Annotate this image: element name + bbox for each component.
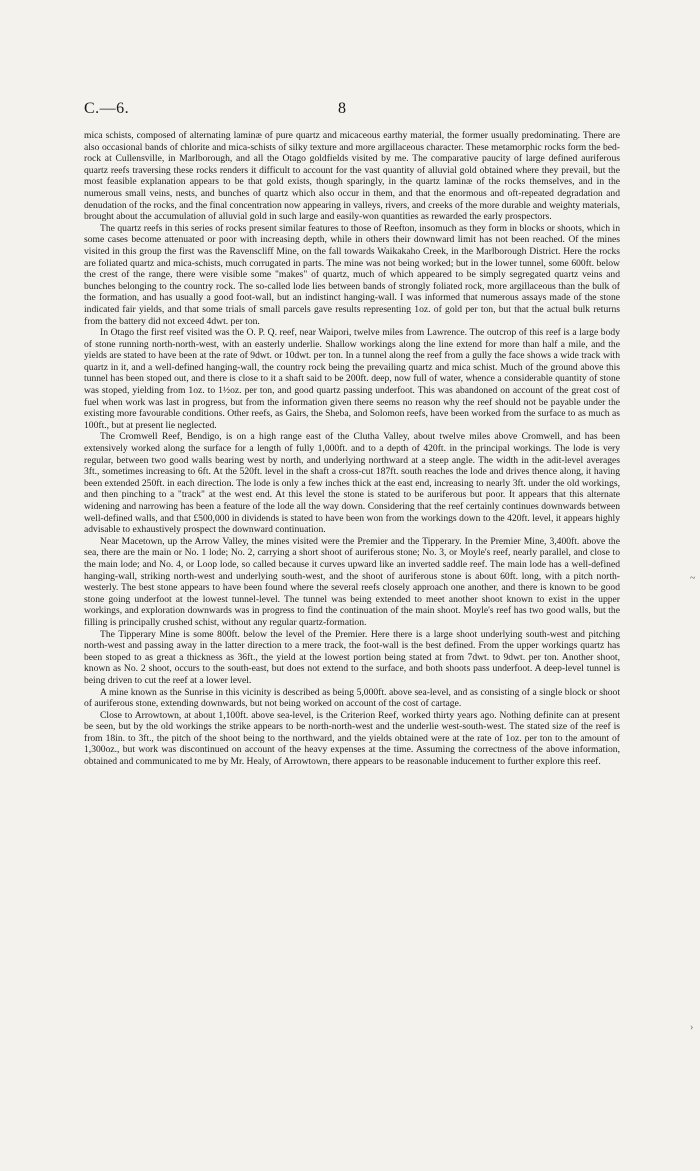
margin-mark: ~ bbox=[690, 573, 696, 584]
page-header bbox=[84, 100, 616, 124]
paragraph-5: Near Macetown, up the Arrow Valley, the mines visited were the Premier and the Tipperary. In the Premier Mine, 3,400ft. above the sea, there are the main or No. 1 lode; No. 2, carrying a short shoot of auriferous stone; No. 3, or Moyle's reef, nearly parallel, and close to the main lode; and No. 4, or Loop lode, so called because it curves upward like an inverted saddle reef. The main lode has a well-defined hanging-wall, striking north-west and underlying south-west, and the shoot of auriferous stone is about 60ft. long, with a pitch north-westerly. The best stone appears to have been found where the several reefs closely approach one another, and there is known to be good stone going underfoot at the lowest tunnel-level. The tunnel was being extended to meet another shoot known to exist in the upper workings, and exploration downwards was in progress to find the continuation of the main shoot. Moyle's reef has two good walls, but the filling is principally crushed schist, without any regular quartz-formation. bbox=[84, 535, 620, 628]
document-reference: C.—6. bbox=[84, 100, 130, 117]
paragraph-4: The Cromwell Reef, Bendigo, is on a high range east of the Clutha Valley, about twelve miles above Cromwell, and has been extensively worked along the surface for a length of fully 1,000ft. and to a depth of 420ft. in the principal workings. The lode is very regular, between two good walls bearing west by north, and underlying northward at a steep angle. The width in the adit-level averages 3ft., sometimes increasing to 6ft. At the 520ft. level in the shaft a cross-cut 187ft. south reaches the lode and drives thence along, it having been extended 250ft. in each direction. The lode is only a few inches thick at the east end, increasing to nearly 3ft. under the old workings, and then pinching to a "track" at the west end. At this level the stone is stated to be auriferous but poor. It appears that this alternate widening and narrowing has been a feature of the lode all the way down. Considering that the reef certainly continues downwards between well-defined walls, and that £500,000 in dividends is stated to have been won from the workings down to the 420ft. level, it appears highly advisable to exhaustively prospect the downward continuation. bbox=[84, 431, 620, 536]
body-text bbox=[84, 130, 620, 768]
margin-mark: › bbox=[690, 1022, 694, 1033]
paragraph-8: Close to Arrowtown, at about 1,100ft. above sea-level, is the Criterion Reef, worked thirty years ago. Nothing definite can at present be seen, but by the old workings the strike appears to be north-north-west and the underlie west-south-west. The stated size of the reef is from 18in. to 3ft., the pitch of the shoot being to the northward, and the yields obtained were at the rate of 1oz. per ton to the amount of 1,300oz., but work was discontinued on account of the heavy expenses at the time. Assuming the correctness of the above information, obtained and communicated to me by Mr. Healy, of Arrowtown, there appears to be reasonable inducement to further explore this reef. bbox=[84, 709, 620, 768]
paragraph-3: In Otago the first reef visited was the O. P. Q. reef, near Waipori, twelve miles from Lawrence. The outcrop of this reef is a large body of stone running north-north-west, with an easterly underlie. Shallow workings along the line extend for more than half a mile, and the yields are stated to have been at the rate of 9dwt. or 10dwt. per ton. In a tunnel along the reef from a gully the face shows a wide track with quartz in it, and a well-defined hanging-wall, the country rock being the prevailing quartz and mica schist. Much of the ground above this tunnel has been stoped out, and there is close to it a shaft said to be 200ft. deep, now full of water, whence a considerable quantity of stone was stoped, yielding from 1oz. to 1½oz. per ton, and good quartz passing underfoot. This was abandoned on account of the great cost of fuel when work was last in progress, but from the information given there seems no reason why the reef should not be payable under the existing more favourable conditions. Other reefs, as Gairs, the Sheba, and Solomon reefs, have been worked from the surface to as much as 100ft., but at present lie neglected. bbox=[84, 327, 620, 431]
paragraph-1: mica schists, composed of alternating laminæ of pure quartz and micaceous earthy material, the former usually predominating. There are also occasional bands of chlorite and mica-schists of silky texture and more argillaceous character. These metamorphic rocks form the bed-rock at Cullensville, in Marlborough, and all the Otago goldfields visited by me. The comparative paucity of large defined auriferous quartz reefs traversing these rocks renders it difficult to account for the vast quantity of alluvial gold obtained where they prevail, but the most feasible explanation appears to be that gold exists, though sparingly, in the quartz laminæ of the rocks themselves, and in the numerous small veins, nests, and bunches of quartz which also occur in them, and that the enormous and oft-repeated degradation and denudation of the rocks, and the final concentration now appearing in valleys, rivers, and creeks of the more durable and weighty materials, brought about the accumulation of alluvial gold in such large and easily-won quantities as rewarded the early prospectors. bbox=[84, 130, 620, 223]
paragraph-7: A mine known as the Sunrise in this vicinity is described as being 5,000ft. above sea-level, and as consisting of a single block or shoot of auriferous stone, extending downwards, but not being worked on account of the cost of cartage. bbox=[84, 686, 620, 710]
paragraph-6: The Tipperary Mine is some 800ft. below the level of the Premier. Here there is a large shoot underlying south-west and pitching north-west and passing away in the latter direction to a mere track, the foot-wall is the best defined. From the upper workings quartz has been stoped to as great a thickness as 36ft., the yield at the lowest portion being stated at from 7dwt. to 9dwt. per ton. Another shoot, known as No. 2 shoot, occurs to the south-east, but does not extend to the surface, and both shoots pass underfoot. A deep-level tunnel is being driven to cut the reef at a lower level. bbox=[84, 628, 620, 686]
paragraph-2: The quartz reefs in this series of rocks present similar features to those of Reefton, insomuch as they form in blocks or shoots, which in some cases become attenuated or poor with increasing depth, while in others their downward limit has not been reached. Of the mines visited in this group the first was the Ravenscliff Mine, on the fall towards Waikakaho Creek, in the Marlborough District. Here the rocks are foliated quartz and mica-schists, much corrugated in parts. The mine was not being worked; but in the lower tunnel, some 600ft. below the crest of the range, there were visible some "makes" of quartz, much of which appeared to be simply segregated quartz veins and bunches belonging to the country rock. The so-called lode lies between bands of strongly foliated rock, more argillaceous than the bulk of the formation, and has usually a good foot-wall, but an indistinct hanging-wall. I was informed that numerous assays made of the stone indicated fair yields, and that some trials of small parcels gave results representing 1oz. of gold per ton, but that the actual bulk returns from the battery did not exceed 4dwt. per ton. bbox=[84, 222, 620, 327]
page-number: 8 bbox=[338, 100, 346, 117]
